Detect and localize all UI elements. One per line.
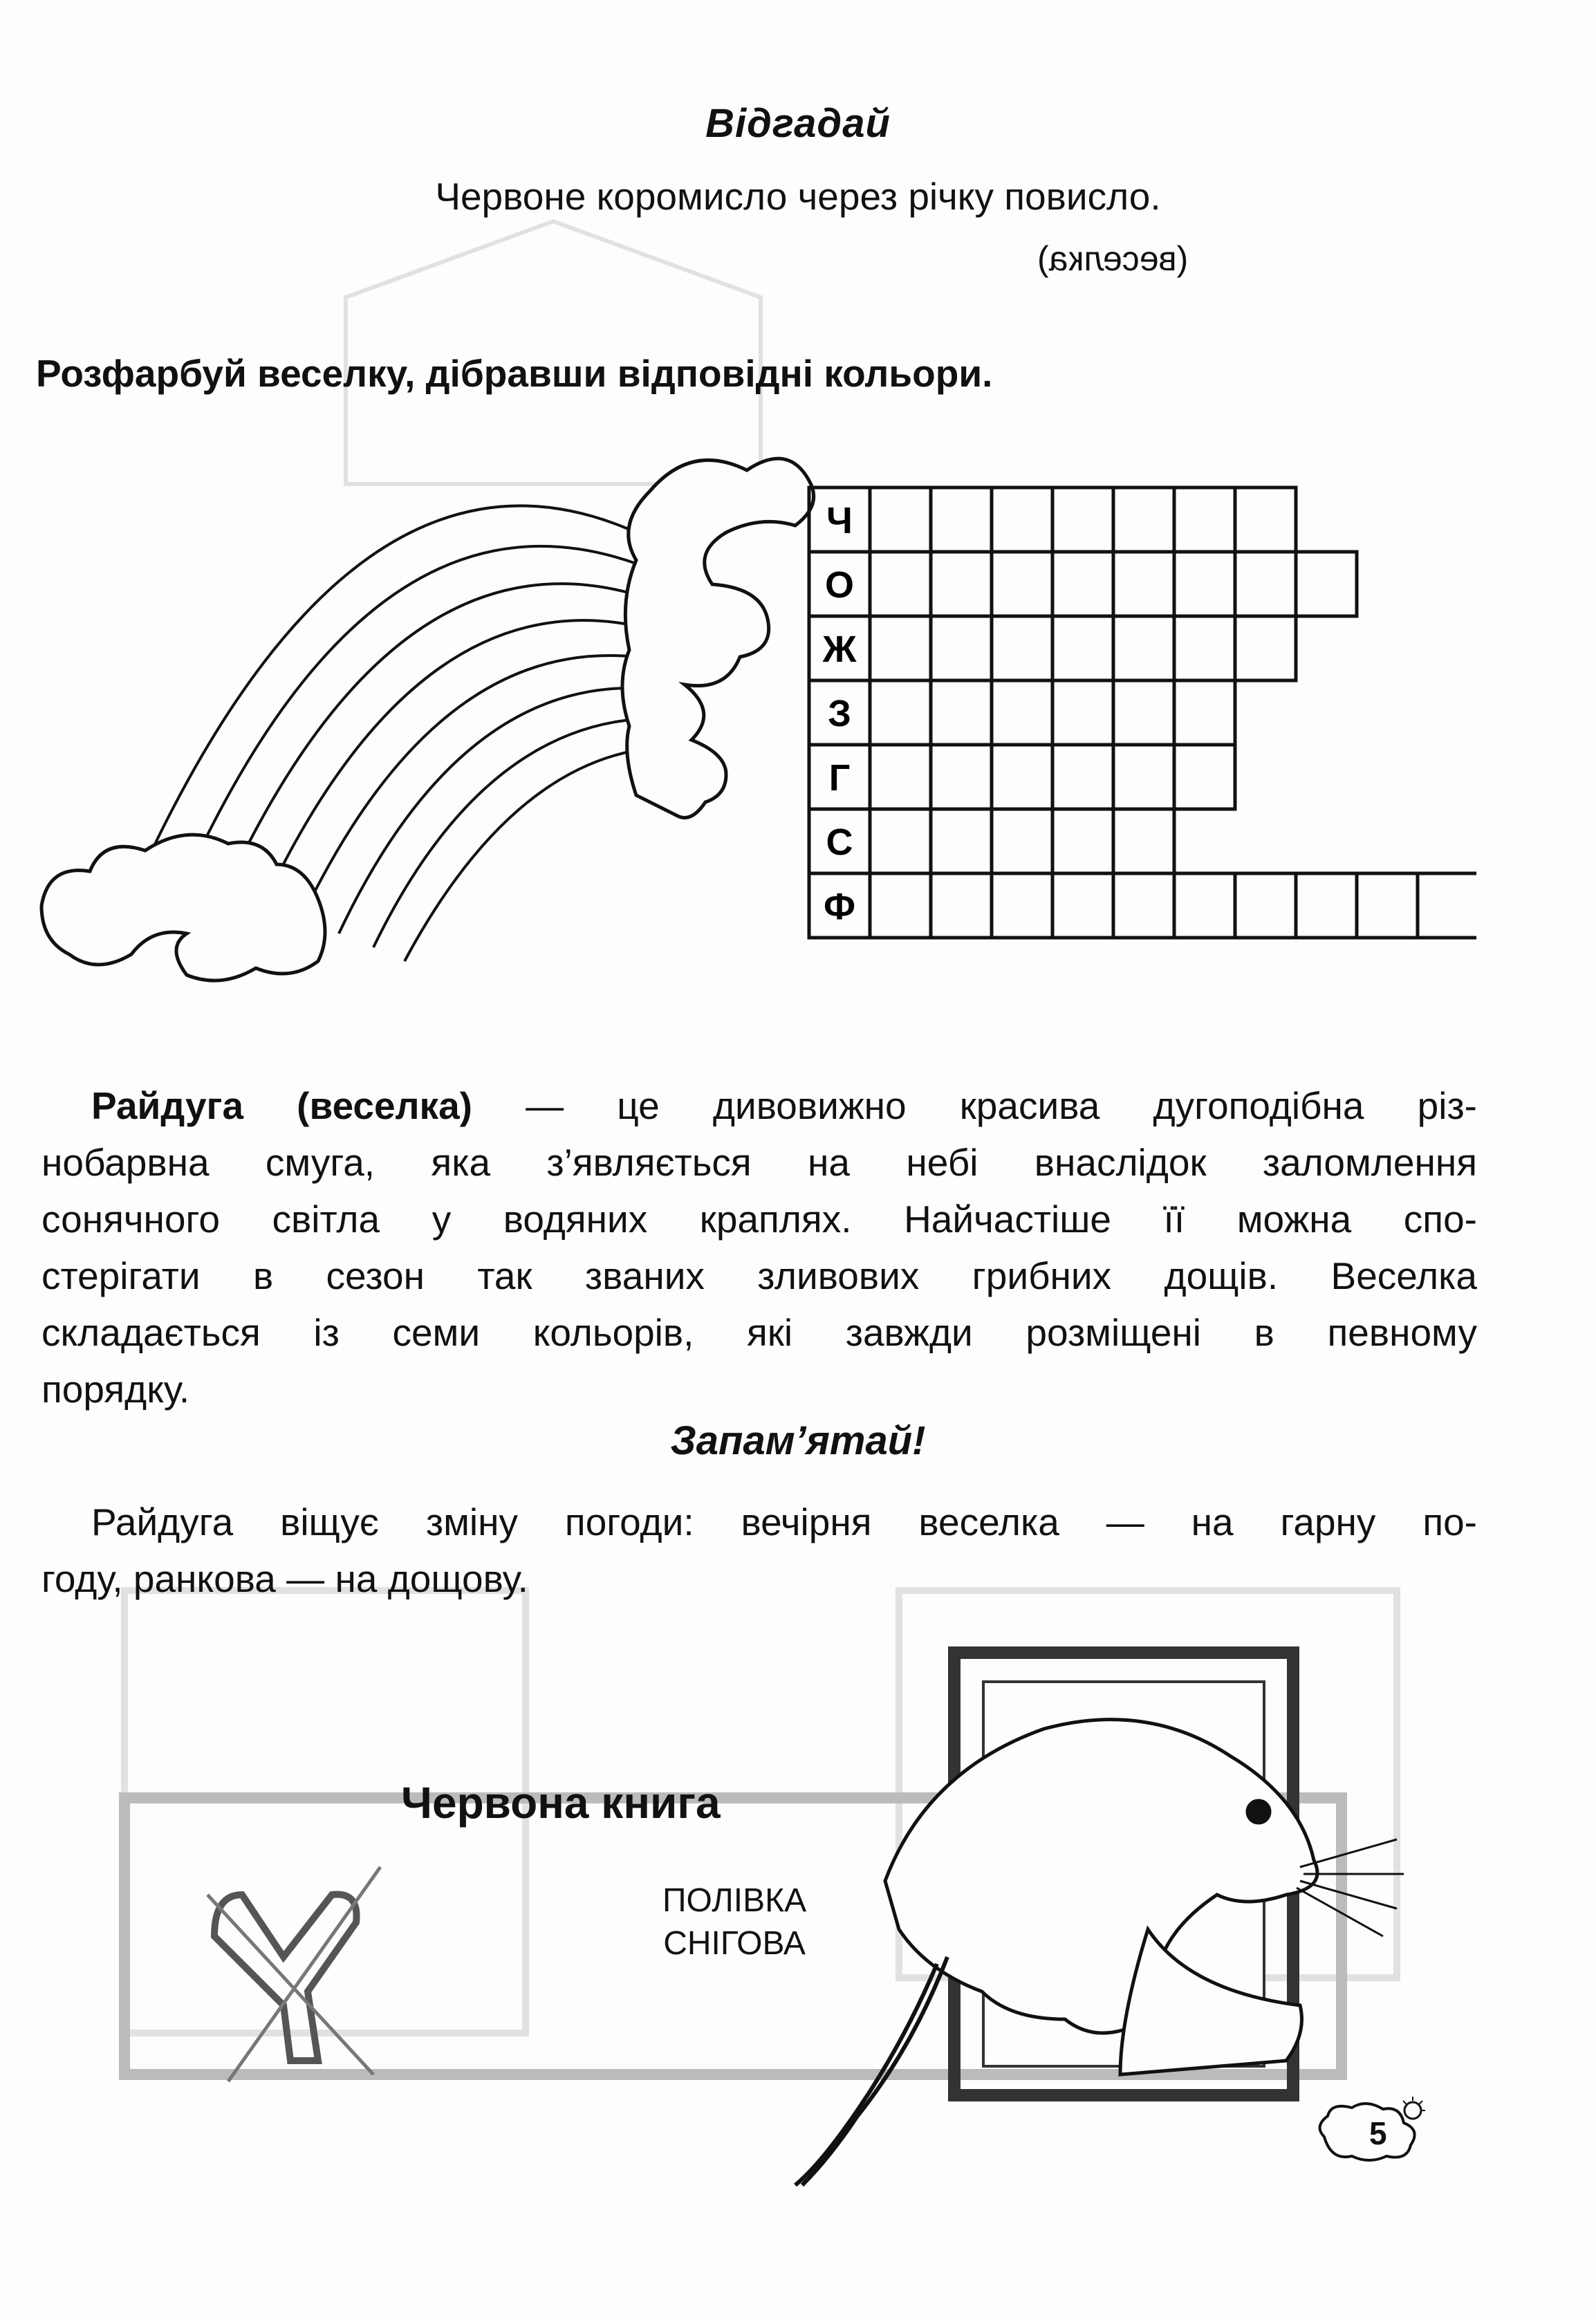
riddle-heading: Відгадай [705,101,891,146]
info-line-1-rest: — це дивовижно красива дугоподібна різ- [472,1084,1477,1127]
red-book-title: Червона книга [401,1778,721,1828]
task-heading: Розфарбуй веселку, дібравши відповідні кольори. [36,352,993,395]
crossword-empty-cell [1235,616,1296,680]
species-name-line-2: СНІГОВА [663,1925,806,1962]
info-line-6: порядку. [41,1368,190,1411]
crossword-empty-cell [931,488,992,552]
riddle-answer-mirrored: (веселка) [1037,239,1189,278]
crossword-empty-cell [1052,745,1113,809]
crossword-empty-cell [931,552,992,616]
rainbow-drawing [28,449,823,996]
crossword-grid [802,484,1476,944]
crossword-empty-cell [1235,873,1296,938]
crossword-empty-cell [1052,488,1113,552]
crossword-empty-cell [1296,552,1357,616]
rainbow-arc-8 [405,750,636,961]
species-name [662,1880,806,1965]
riddle-text: Червоне коромисло через річку повисло. [435,175,1161,218]
crossword-empty-cell [1357,873,1418,938]
crossword-row-letter: О [824,564,855,606]
weather-omen-text [41,1494,1477,1607]
info-line-3: сонячного світла у водяних краплях. Найчастіше її можна спо- [41,1198,1477,1241]
crossword-empty-cell [1052,873,1113,938]
rainbow-arc-3 [225,584,636,892]
omen-line-1: Райдуга віщує зміну погоди: вечірня веселка — на гарну по- [91,1501,1477,1543]
crossword-empty-cell [870,616,931,680]
omen-line-2: году, ранкова — на дощову. [41,1557,528,1600]
rainbow-arc-6 [339,688,636,934]
crossword-empty-cell [1174,873,1235,938]
page-number: 5 [1369,2115,1387,2151]
crossword-empty-cell [1235,488,1296,552]
crossword-empty-cell [992,809,1052,873]
info-line-5: складається із семи кольорів, які завжди розміщені в певному [41,1311,1477,1354]
crossword-empty-cell [992,616,1052,680]
crossword-empty-cell [1052,616,1113,680]
crossword-empty-cell [1296,873,1357,938]
rainbow-info-paragraph [41,1077,1477,1418]
info-line-1 [91,1077,1477,1134]
crossword-empty-cell [1113,873,1174,938]
crossword-empty-cell [992,552,1052,616]
crossword-empty-cell [1174,488,1235,552]
crossword-empty-cell [992,745,1052,809]
crossword-row-letter: Ф [823,886,856,927]
crossword-empty-cell [931,616,992,680]
rainbow-arc-7 [373,719,636,947]
crossword-empty-cell [1174,616,1235,680]
crossword-empty-cell [931,809,992,873]
info-line-2: нобарвна смуга, яка з’являється на небі внаслідок заломлення [41,1141,1477,1184]
crossword-empty-cell [1418,873,1476,938]
rainbow-arc-5 [301,656,636,920]
crossword-empty-cell [1113,616,1174,680]
crossword-empty-cell [870,680,931,745]
info-term: Райдуга (веселка) [91,1084,472,1127]
info-line-4: стерігати в сезон так званих зливових грибних дощів. Веселка [41,1254,1477,1297]
crossword-empty-cell [870,873,931,938]
crossword-empty-cell [1113,809,1174,873]
crossword-empty-cell [992,488,1052,552]
crossword-empty-cell [1113,488,1174,552]
crossword-empty-cell [870,488,931,552]
crossword-empty-cell [1174,552,1235,616]
crossword-empty-cell [931,873,992,938]
cloud-right [622,458,814,817]
crossword-empty-cell [992,873,1052,938]
crossword-row-letter: Ж [822,629,857,670]
crossword-row-letter: Г [828,757,851,799]
crossword-empty-cell [1113,552,1174,616]
rainbow-arc-2 [187,546,636,878]
crossword-empty-cell [1235,552,1296,616]
crossword-empty-cell [1052,680,1113,745]
crossword-empty-cell [992,680,1052,745]
crossword-empty-cell [931,745,992,809]
crossword-row-letter: З [828,693,851,734]
crossword-empty-cell [931,680,992,745]
crossword-empty-cell [1113,745,1174,809]
crossword-empty-cell [870,745,931,809]
crossword-empty-cell [1174,680,1235,745]
species-name-line-1: ПОЛІВКА [662,1882,807,1919]
crossword-row-letter: С [826,822,853,863]
crossword-empty-cell [1052,809,1113,873]
cloud-left [41,835,325,981]
remember-heading: Запам’ятай! [670,1418,926,1463]
crossword-empty-cell [1174,745,1235,809]
crossword-empty-cell [1113,680,1174,745]
crossword-row-letter: Ч [826,500,853,541]
crossword-empty-cell [870,809,931,873]
crossword-empty-cell [870,552,931,616]
crossword-empty-cell [1052,552,1113,616]
